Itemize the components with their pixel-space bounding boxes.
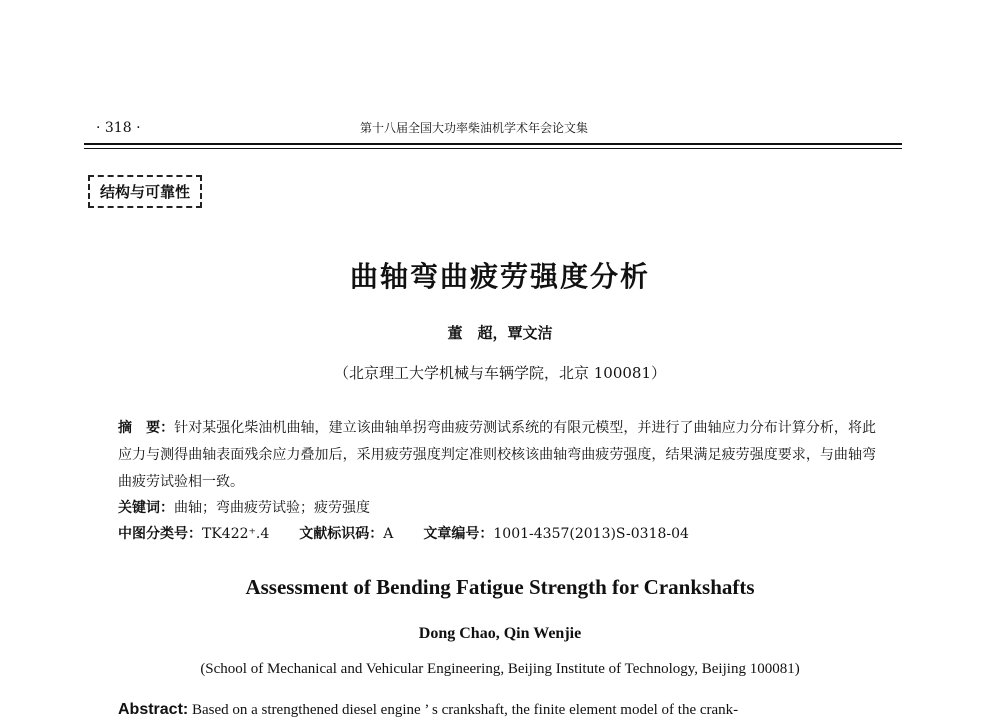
header-rule-thin <box>84 148 902 149</box>
affiliation-en: (School of Mechanical and Vehicular Engineering, Beijing Institute of Technology, Beijing 100081) <box>200 661 800 677</box>
abstract-en <box>118 701 898 719</box>
page-number: · 318 · <box>96 120 141 136</box>
section-tag: 结构与可靠性 <box>88 175 202 208</box>
paper-title-en: Assessment of Bending Fatigue Strength for Crankshafts <box>245 575 755 599</box>
authors-en: Dong Chao, Qin Wenjie <box>418 625 582 642</box>
affiliation-cn: （北京理工大学机械与车辆学院，北京 100081） <box>333 364 667 382</box>
abstract-cn <box>118 415 876 496</box>
clc-label: 中图分类号： <box>118 526 202 542</box>
paper-title-cn: 曲轴弯曲疲劳强度分析 <box>349 260 650 293</box>
header-rule-thick <box>84 143 902 145</box>
doc-code-value: A <box>383 526 394 542</box>
keywords-text: 曲轴；弯曲疲劳试验；疲劳强度 <box>174 500 370 516</box>
article-no-value: 1001-4357(2013)S-0318-04 <box>493 526 689 542</box>
clc-value: TK422⁺.4 <box>202 526 270 542</box>
authors-cn: 董 超，覃文洁 <box>447 324 553 342</box>
abstract-en-text: Based on a strengthened diesel engine ’ s crankshaft, the finite element model of the crank- <box>191 702 739 718</box>
classification-line <box>118 523 689 543</box>
keywords-label: 关键词： <box>118 500 174 516</box>
article-no-label: 文章编号： <box>423 526 494 542</box>
keywords-cn <box>118 497 370 517</box>
doc-code-label: 文献标识码： <box>299 526 384 542</box>
abstract-en-label: Abstract: <box>118 701 189 718</box>
abstract-cn-text: 针对某强化柴油机曲轴，建立该曲轴单拐弯曲疲劳测试系统的有限元模型，并进行了曲轴应力分布计算分析，将此应力与测得曲轴表面残余应力叠加后，采用疲劳强度判定准则校核该曲轴弯曲疲劳强度，结果满足疲劳强度要求，与曲轴弯曲疲劳试验相一致。 <box>118 420 877 490</box>
abstract-cn-label: 摘 要： <box>118 420 175 436</box>
running-header: 第十八届全国大功率柴油机学术年会论文集 <box>360 121 589 135</box>
